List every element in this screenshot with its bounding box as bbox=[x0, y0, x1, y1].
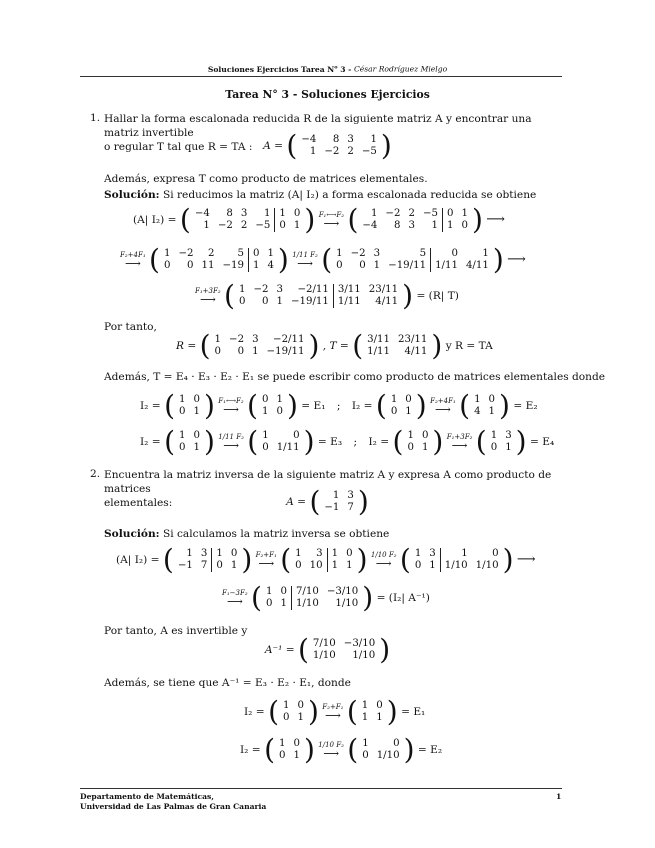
q1-solution-intro bbox=[104, 188, 536, 202]
matrix-cell: 3/11 bbox=[367, 334, 391, 345]
matrix-cell: 1 bbox=[230, 560, 238, 571]
matrix-cell: −2 bbox=[253, 284, 269, 295]
matrix-cell: 1 bbox=[212, 548, 227, 560]
eq-lhs: (A| I₂) = bbox=[133, 214, 177, 226]
running-header bbox=[0, 64, 655, 74]
matrix-cell: 1 bbox=[252, 346, 259, 357]
matrix bbox=[358, 208, 472, 232]
matrix-cell: 0 bbox=[293, 208, 301, 219]
matrix-cell: 1/10 bbox=[440, 560, 471, 572]
matrix-cell: 0 bbox=[407, 442, 414, 453]
row-op-arrow: 1/11 F₂ ⟶ bbox=[292, 251, 318, 270]
footer-department: Departamento de Matemáticas, bbox=[80, 792, 214, 801]
matrix-cell: 2 bbox=[347, 146, 354, 157]
row-op-arrow: F₁−3F₂ ⟶ bbox=[222, 589, 248, 608]
matrix-cell: 0 bbox=[279, 750, 286, 761]
q2-number: 2. bbox=[90, 468, 101, 480]
matrix-cell: −2 bbox=[324, 146, 340, 157]
eq-rhs: = E₁ bbox=[301, 400, 326, 412]
matrix-cell: 0 bbox=[346, 548, 353, 559]
matrix-cell: 11 bbox=[201, 260, 215, 271]
eq-lhs: I₂ = bbox=[368, 436, 390, 448]
matrix-cell: 1 bbox=[279, 738, 286, 749]
matrix-cell: 3 bbox=[347, 490, 354, 501]
matrix-cell: 1 bbox=[179, 430, 186, 441]
matrix-cell: 1 bbox=[414, 548, 422, 559]
matrix-cell: 3 bbox=[408, 220, 415, 231]
q2-solution-intro bbox=[104, 527, 389, 541]
matrix-cell: 1 bbox=[163, 248, 171, 259]
matrix-cell: 4/11 bbox=[404, 346, 428, 357]
matrix-cell: 0 bbox=[261, 394, 269, 405]
eq-rhs: = E₂ bbox=[417, 744, 443, 756]
matrix-cell: 1 bbox=[297, 712, 304, 723]
matrix-cell: 3 bbox=[200, 548, 208, 559]
matrix-cell: 2 bbox=[207, 248, 215, 259]
matrix-cell: 0 bbox=[442, 208, 457, 220]
matrix-cell: 1 bbox=[193, 442, 200, 453]
q1-text-line1: Hallar la forma escalonada reducida R de la siguiente matriz A y encontrar una matriz invertible bbox=[104, 113, 532, 139]
matrix-cell: 1 bbox=[336, 248, 343, 259]
matrix-cell: 8 bbox=[332, 134, 340, 145]
eq-lhs: A = bbox=[286, 496, 307, 508]
matrix-cell: −19/11 bbox=[388, 260, 427, 271]
matrix-cell: 0 bbox=[405, 394, 412, 405]
matrix-cell: 1 bbox=[238, 284, 246, 295]
matrix-cell: 1 bbox=[361, 712, 369, 723]
matrix-cell: 1 bbox=[179, 394, 186, 405]
matrix-cell: 23/11 bbox=[398, 334, 428, 345]
matrix-cell: −5 bbox=[361, 146, 377, 157]
q1-step-row1: (A| I₂) = ( −4 8 3 1 1 0 1 −2 2 −5 0 1 ) F₁⟷F₂ ⟶ ( 1 −2 2 −5 0 1 −4 8 3 1 1 0 ) ⟶ bbox=[133, 203, 505, 236]
matrix-cell: 1 bbox=[421, 442, 429, 453]
matrix-cell: 1/10 bbox=[352, 650, 376, 661]
matrix-cell: 0 bbox=[295, 560, 302, 571]
matrix-cell: 7/10 bbox=[312, 638, 336, 649]
matrix-cell: 0 bbox=[193, 430, 200, 441]
matrix-cell: 1 bbox=[407, 430, 414, 441]
eq-lhs: I₂ = bbox=[351, 400, 373, 412]
header-course: Soluciones Ejercicios Tarea $N^o$ 3 - bbox=[207, 64, 354, 74]
separator: ; bbox=[353, 436, 358, 448]
matrix-cell: 7/10 bbox=[291, 586, 322, 598]
matrix-cell: 1 bbox=[262, 430, 269, 441]
matrix-cell: 0 bbox=[362, 750, 369, 761]
row-op-arrow: F₂+F₁ ⟶ bbox=[322, 703, 344, 722]
matrix-cell: 1 bbox=[263, 208, 271, 219]
matrix-cell: −19/11 bbox=[290, 296, 329, 307]
matrix-cell: 1/11 bbox=[276, 442, 300, 453]
row-op-arrow: F₁+3F₂ ⟶ bbox=[195, 287, 221, 306]
matrix-cell: 23/11 bbox=[368, 284, 399, 295]
matrix-cell: 5 bbox=[419, 248, 427, 259]
matrix bbox=[175, 430, 204, 454]
matrix-cell: 3 bbox=[240, 208, 248, 219]
matrix-cell: −2 bbox=[229, 334, 245, 345]
eq-lhs: A⁻¹ = bbox=[264, 644, 295, 656]
matrix-cell: 1 bbox=[362, 738, 369, 749]
matrix-cell: 1 bbox=[248, 260, 263, 272]
eq-rhs: = (R| T) bbox=[416, 290, 459, 302]
matrix-cell: 0 bbox=[248, 248, 263, 260]
matrix bbox=[309, 638, 379, 662]
matrix bbox=[211, 334, 309, 358]
matrix-cell: 1 bbox=[488, 406, 496, 417]
matrix-cell: 0 bbox=[179, 442, 186, 453]
matrix-cell: −5 bbox=[255, 220, 271, 231]
eq-tail: y R = TA bbox=[445, 340, 493, 352]
matrix-cell: 1 bbox=[373, 260, 381, 271]
matrix-cell: 0 bbox=[297, 700, 304, 711]
matrix-cell: 1 bbox=[431, 220, 438, 231]
matrix bbox=[297, 134, 381, 158]
matrix-cell: −19/11 bbox=[266, 346, 305, 357]
q1-number: 1. bbox=[90, 112, 101, 124]
matrix-cell: 1 bbox=[332, 490, 340, 501]
matrix-cell: 0 bbox=[414, 560, 422, 571]
matrix-cell: −2 bbox=[178, 248, 194, 259]
matrix-cell: 2 bbox=[408, 208, 415, 219]
matrix-cell: 1 bbox=[327, 548, 342, 560]
q2-ademas: Además, se tiene que A⁻¹ = E₃ · E₂ · E₁, donde bbox=[104, 677, 351, 689]
matrix-cell: 3 bbox=[347, 134, 354, 145]
matrix-cell: −2 bbox=[385, 208, 401, 219]
q1-step-row2: F₂+4F₁ ⟶ ( 1 −2 2 5 0 1 0 0 11 −19 1 4 ) 1/11 F₂ ⟶ ( 1 −2 3 5 0 1 0 0 1 −19/11 1/11 4/11 ) ⟶ bbox=[120, 243, 526, 276]
matrix-cell: 2 bbox=[240, 220, 248, 231]
solution-label: Solución: bbox=[104, 528, 160, 540]
matrix-cell: 1 bbox=[474, 394, 481, 405]
page-title: Tarea N° 3 - Soluciones Ejercicios bbox=[225, 88, 430, 101]
matrix-cell: 0 bbox=[393, 738, 400, 749]
matrix-cell: 0 bbox=[187, 260, 194, 271]
matrix-cell: 1 bbox=[429, 560, 436, 571]
matrix-cell: −1 bbox=[177, 560, 193, 571]
matrix-cell: −4 bbox=[194, 208, 210, 219]
matrix-cell: 1 bbox=[309, 146, 317, 157]
solution-text: Si calculamos la matriz inversa se obtiene bbox=[162, 528, 390, 540]
matrix-cell: 1 bbox=[376, 712, 383, 723]
matrix bbox=[403, 430, 432, 454]
matrix-cell: 3 bbox=[276, 284, 283, 295]
q1-step-row3: F₁+3F₂ ⟶ ( 1 −2 3 −2/11 3/11 23/11 0 0 1 −19/11 1/11 4/11 ) = (R| T) bbox=[195, 279, 459, 312]
matrix-cell: 7 bbox=[347, 502, 354, 513]
matrix-cell: 1 bbox=[490, 430, 498, 441]
matrix-cell: 1 bbox=[295, 548, 302, 559]
solution-text: Si reducimos la matriz (A| I₂) a forma escalonada reducida se obtiene bbox=[162, 189, 537, 201]
q2-text-line1: Encuentra la matriz inversa de la siguiente matriz A y expresa A como producto de matrices bbox=[104, 469, 552, 495]
matrix-cell: 0 bbox=[390, 406, 398, 417]
matrix-cell: 1 bbox=[203, 220, 210, 231]
matrix bbox=[320, 490, 358, 514]
row-op-arrow: F₂+F₁ ⟶ bbox=[255, 551, 277, 570]
q1-result-RT: R = ( 1 −2 3 −2/11 0 0 1 −19/11 ) , T = ( 3/11 23/11 1/11 4/11 ) y R = TA bbox=[176, 329, 493, 362]
matrix-cell: 0 bbox=[214, 346, 222, 357]
matrix-cell: 1/10 bbox=[312, 650, 336, 661]
matrix-cell: 0 bbox=[163, 260, 171, 271]
matrix-cell: 0 bbox=[262, 442, 269, 453]
matrix-cell: 8 bbox=[226, 208, 233, 219]
matrix-cell: −2/11 bbox=[273, 334, 305, 345]
q2-elem-row1: I₂ = ( 1 0 0 1 ) F₂+F₁ ⟶ ( 1 0 1 1 ) = E₁ bbox=[244, 695, 426, 728]
matrix bbox=[470, 394, 499, 418]
matrix-cell: 1/10 bbox=[291, 598, 322, 610]
matrix bbox=[175, 394, 204, 418]
footer-university: Universidad de Las Palmas de Gran Canaria bbox=[80, 802, 267, 811]
q1-elem-row1: I₂ = ( 1 0 0 1 ) F₁⟷F₂ ⟶ ( 0 1 1 0 ) = E₁ ; I₂ = ( 1 0 0 1 ) F₂+4F₁ ⟶ ( 1 0 4 1 ) = E₂ bbox=[140, 389, 538, 422]
matrix-cell: 1 bbox=[275, 208, 290, 220]
page-number: 1 bbox=[556, 792, 562, 801]
matrix-cell: 0 bbox=[359, 260, 366, 271]
matrix-cell: −4 bbox=[301, 134, 317, 145]
matrix-cell: 1 bbox=[505, 442, 512, 453]
matrix-cell: 1 bbox=[346, 560, 353, 571]
matrix-cell: 1 bbox=[267, 248, 274, 259]
q2-elem-row2: I₂ = ( 1 0 0 1 ) 1/10 F₂ ⟶ ( 1 0 0 1/10 ) = E₂ bbox=[240, 733, 443, 766]
matrix bbox=[174, 548, 241, 572]
matrix-cell: 1 bbox=[461, 208, 468, 219]
row-op-arrow: 1/11 F₂ ⟶ bbox=[218, 433, 244, 452]
footer-rule bbox=[80, 788, 562, 789]
q1-elem-row2: I₂ = ( 1 0 0 1 ) 1/11 F₂ ⟶ ( 1 0 0 1/11 ) = E₃ ; I₂ = ( 1 0 0 1 ) F₁+3F₂ ⟶ ( 1 3 0 1 ) = E₄ bbox=[140, 425, 555, 458]
matrix-cell: 1 bbox=[193, 406, 200, 417]
matrix-cell: 10 bbox=[309, 560, 323, 571]
q2-inverse: A⁻¹ = ( 7/10 −3/10 1/10 1/10 ) bbox=[264, 633, 391, 666]
matrix-cell: 0 bbox=[212, 560, 227, 572]
matrix bbox=[262, 586, 362, 610]
matrix-cell: 0 bbox=[421, 430, 429, 441]
q2-text-line2: elementales: bbox=[104, 497, 173, 509]
matrix-cell: 1 bbox=[370, 208, 378, 219]
matrix-cell: 0 bbox=[293, 430, 300, 441]
row-op-arrow: F₁⟷F₂ ⟶ bbox=[318, 211, 345, 230]
matrix-cell: 0 bbox=[193, 394, 200, 405]
matrix-cell: 3 bbox=[252, 334, 259, 345]
matrix-cell: 1 bbox=[214, 334, 222, 345]
matrix-cell: 0 bbox=[265, 598, 273, 609]
matrix-cell: 1 bbox=[276, 296, 283, 307]
matrix bbox=[279, 700, 308, 724]
matrix-cell: −2/11 bbox=[297, 284, 329, 295]
matrix-cell: 1 bbox=[390, 394, 398, 405]
matrix-cell: 1 bbox=[293, 750, 300, 761]
matrix-cell: 0 bbox=[238, 296, 246, 307]
matrix-cell: 1 bbox=[361, 700, 369, 711]
matrix bbox=[487, 430, 516, 454]
matrix-cell: 4 bbox=[267, 260, 274, 271]
matrix-cell: 1/11 bbox=[431, 260, 462, 272]
eq-lhs: , T = bbox=[322, 340, 349, 352]
row-op-arrow: F₁+3F₂ ⟶ bbox=[446, 433, 473, 452]
q1-text-line2: o regular T tal que R = TA : bbox=[104, 141, 253, 153]
q1-extra: Además, expresa T como producto de matrices elementales. bbox=[104, 173, 428, 185]
row-op-arrow: F₁⟷F₂ ⟶ bbox=[218, 397, 244, 416]
separator: ; bbox=[336, 400, 341, 412]
matrix-cell: 4 bbox=[474, 406, 481, 417]
solution-label: Solución: bbox=[104, 189, 160, 201]
matrix-cell: 5 bbox=[237, 248, 244, 259]
matrix bbox=[160, 248, 278, 272]
eq-rhs: = E₃ bbox=[317, 436, 343, 448]
q2-matrix-A: A = ( 1 3 −1 7 ) bbox=[286, 485, 369, 518]
matrix-cell: 0 bbox=[488, 394, 496, 405]
matrix-cell: 1/10 bbox=[475, 560, 499, 571]
matrix-cell: 4/11 bbox=[375, 296, 399, 307]
matrix bbox=[291, 548, 356, 572]
matrix-cell: 1 bbox=[265, 586, 273, 597]
matrix-cell: 1 bbox=[327, 560, 342, 572]
matrix-cell: 0 bbox=[276, 406, 283, 417]
eq-lhs: I₂ = bbox=[240, 744, 261, 756]
header-rule bbox=[80, 76, 562, 77]
matrix-cell: 1 bbox=[186, 548, 193, 559]
matrix-cell: −19 bbox=[222, 260, 244, 271]
eq-lhs: R = bbox=[176, 340, 197, 352]
matrix-cell: 1/11 bbox=[367, 346, 391, 357]
matrix bbox=[358, 700, 387, 724]
matrix-cell: 7 bbox=[200, 560, 208, 571]
eq-lhs: I₂ = bbox=[140, 400, 161, 412]
matrix bbox=[235, 284, 402, 308]
matrix bbox=[387, 394, 416, 418]
eq-rhs: = E₂ bbox=[513, 400, 538, 412]
matrix-cell: 0 bbox=[283, 712, 290, 723]
matrix-cell: 1 bbox=[276, 394, 283, 405]
matrix-cell: 8 bbox=[393, 220, 401, 231]
matrix-cell: 0 bbox=[280, 586, 287, 597]
eq-lhs: A = bbox=[263, 140, 284, 152]
matrix-cell: 1 bbox=[440, 548, 471, 560]
matrix-cell: 3 bbox=[429, 548, 436, 559]
q1-por-tanto: Por tanto, bbox=[104, 321, 157, 333]
eq-lhs: I₂ = bbox=[244, 706, 265, 718]
matrix-cell: 1 bbox=[482, 248, 489, 259]
matrix bbox=[358, 738, 403, 762]
row-op-arrow: F₂+4F₁ ⟶ bbox=[430, 397, 456, 416]
matrix bbox=[363, 334, 431, 358]
matrix-cell: −1 bbox=[324, 502, 340, 513]
matrix-cell: 0 bbox=[179, 406, 186, 417]
matrix-cell: −3/10 bbox=[326, 586, 359, 597]
matrix bbox=[258, 430, 303, 454]
matrix-cell: 0 bbox=[461, 220, 468, 231]
matrix-cell: 1 bbox=[370, 134, 377, 145]
matrix-cell: −2 bbox=[350, 248, 366, 259]
matrix-cell: 1/10 bbox=[376, 750, 400, 761]
matrix bbox=[275, 738, 304, 762]
matrix-cell: 3 bbox=[373, 248, 381, 259]
matrix-cell: 3/11 bbox=[333, 284, 364, 296]
footer bbox=[80, 792, 266, 812]
matrix-cell: 0 bbox=[262, 296, 269, 307]
matrix-cell: 0 bbox=[490, 442, 498, 453]
eq-lhs: I₂ = bbox=[140, 436, 161, 448]
matrix-cell: 0 bbox=[275, 220, 290, 232]
eq-rhs: = E₄ bbox=[529, 436, 555, 448]
matrix-cell: 0 bbox=[230, 548, 238, 559]
q2-por-tanto: Por tanto, A es invertible y bbox=[104, 625, 248, 637]
q1-ademas: Además, T = E₄ · E₃ · E₂ · E₁ se puede escribir como producto de matrices elementales donde bbox=[104, 371, 606, 383]
q2-step-row1: (A| I₂) = ( 1 3 1 0 −1 7 0 1 ) F₂+F₁ ⟶ ( 1 3 1 0 0 10 1 1 ) 1/10 F₂ ⟶ ( 1 3 1 0 0 1 1/10 1/10 ) ⟶ bbox=[116, 543, 536, 576]
matrix-cell: 0 bbox=[336, 260, 343, 271]
matrix-cell: −4 bbox=[362, 220, 378, 231]
eq-lhs: (A| I₂) = bbox=[116, 554, 160, 566]
row-op-arrow: 1/10 F₂ ⟶ bbox=[318, 741, 344, 760]
matrix-cell: 0 bbox=[237, 346, 245, 357]
matrix-cell: 1 bbox=[442, 220, 457, 232]
matrix-cell: −5 bbox=[422, 208, 438, 219]
q1-matrix-A: A = ( −4 8 3 1 1 −2 2 −5 ) bbox=[263, 129, 392, 162]
matrix-cell: −3/10 bbox=[343, 638, 376, 649]
matrix-cell: 1 bbox=[261, 406, 269, 417]
matrix bbox=[411, 548, 503, 572]
matrix bbox=[258, 394, 287, 418]
matrix-cell: 0 bbox=[376, 700, 383, 711]
matrix-cell: 4/11 bbox=[465, 260, 489, 271]
matrix-cell: 0 bbox=[293, 738, 300, 749]
matrix-cell: 3 bbox=[505, 430, 512, 441]
matrix bbox=[191, 208, 305, 232]
matrix-cell: 1/11 bbox=[333, 296, 364, 308]
matrix-cell: 3 bbox=[316, 548, 323, 559]
q2-step-row2: F₁−3F₂ ⟶ ( 1 0 7/10 −3/10 0 1 1/10 1/10 ) = (I₂| A⁻¹) bbox=[222, 581, 430, 614]
matrix-cell: 1 bbox=[405, 406, 412, 417]
eq-rhs: = E₁ bbox=[401, 706, 426, 718]
matrix bbox=[332, 248, 493, 272]
matrix-cell: 0 bbox=[492, 548, 499, 559]
row-op-arrow: F₂+4F₁ ⟶ bbox=[120, 251, 146, 270]
eq-rhs: = (I₂| A⁻¹) bbox=[376, 592, 430, 604]
row-op-arrow: 1/10 F₂ ⟶ bbox=[370, 551, 397, 570]
matrix-cell: 1 bbox=[280, 598, 287, 609]
matrix-cell: 0 bbox=[431, 248, 462, 260]
matrix-cell: 1 bbox=[283, 700, 290, 711]
matrix-cell: 1/10 bbox=[335, 598, 359, 609]
matrix-cell: −2 bbox=[217, 220, 233, 231]
matrix-cell: 1 bbox=[293, 220, 301, 231]
header-author: César Rodríguez Mielgo bbox=[353, 64, 448, 74]
